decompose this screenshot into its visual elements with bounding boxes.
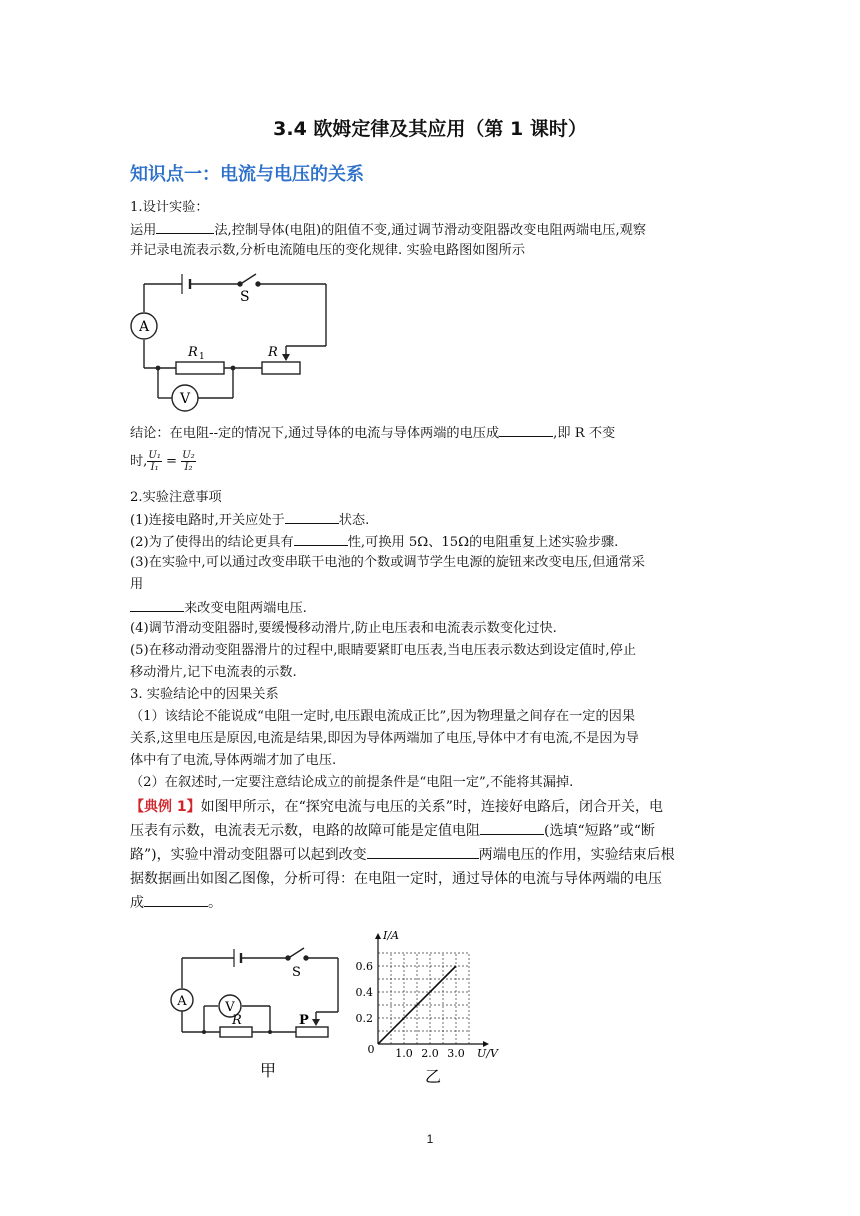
blank-relation <box>144 892 208 907</box>
circuit-diagram-1 <box>130 270 340 415</box>
example-line-2: 压表有示数，电流表无示数，电路的故障可能是定值电阻 (选填“短路”或“断 <box>130 820 740 842</box>
blank-voltage-target <box>367 844 479 859</box>
series-line <box>378 966 456 1044</box>
design-heading: 1.设计实验： <box>130 200 209 215</box>
blank-rheostat <box>130 597 184 612</box>
blank-universal <box>294 531 348 546</box>
x-tick-label: 3.0 <box>447 1047 465 1060</box>
voltmeter-label: V <box>179 391 191 407</box>
chart-series <box>378 966 456 1044</box>
y-tick-label: 0.2 <box>355 1012 373 1025</box>
x-tick-label: 1.0 <box>395 1047 413 1060</box>
design-line-2: 并记录电流表示数,分析电流随电压的变化规律. 实验电路图如图所示 <box>130 243 526 258</box>
x-axis-label: U/V <box>477 1047 498 1060</box>
causality-p1a: （1）该结论不能说成“电阻一定时,电压跟电流成正比”,因为物理量之间存在一定的因果 <box>130 709 636 724</box>
switch-label: S <box>240 289 250 305</box>
circuit-diagram-jia <box>160 944 346 1092</box>
example-line-3: 路”)，实验中滑动变阻器可以起到改变 两端电压的作用，实验结束后根 <box>130 844 740 866</box>
rheostat-label: R <box>268 345 278 360</box>
ammeter-label: A <box>138 319 150 335</box>
resistor-label: R <box>232 1013 242 1028</box>
note-5a: (5)在移动滑动变阻器滑片的过程中,眼睛要紧盯电压表,当电压表示数达到设定值时,停止 <box>130 643 637 658</box>
chart-figure-yi <box>350 930 510 1090</box>
y-tick-label: 0.6 <box>355 960 373 973</box>
example-tag: 【典例 1】 <box>130 799 201 815</box>
switch-label: S <box>292 965 301 980</box>
conclusion-formula: 时, $\frac{\text{U₁}}{\text{I₁}}$ = $\frac{\text{U₂}}{\text{I₂}}$ <box>130 450 195 473</box>
slider-p-label: P <box>299 1013 309 1028</box>
y-axis-label: I/A <box>383 930 399 942</box>
example-line-5: 成 。 <box>130 892 740 914</box>
y-axis-arrow-icon <box>375 933 381 939</box>
voltmeter-label: V <box>225 1000 235 1015</box>
causality-heading: 3. 实验结论中的因果关系 <box>130 687 279 702</box>
conclusion-line-1: 结论：在电阻--定的情况下,通过导体的电流与导体两端的电压成 ,即 R 不变 <box>130 422 740 444</box>
blank-conclusion <box>499 422 553 437</box>
note-1: (1)连接电路时,开关应处于 状态. <box>130 509 740 531</box>
figure-yi-caption: 乙 <box>424 1067 442 1086</box>
x-tick-label: 2.0 <box>421 1047 439 1060</box>
notes-heading: 2.实验注意事项 <box>130 490 222 505</box>
causality-p1b: 关系,这里电压是原因,电流是结果,即因为导体两端加了电压,导体中才有电流,不是因为导 <box>130 731 639 746</box>
origin-label: 0 <box>367 1043 375 1056</box>
section-heading: 知识点一：电流与电压的关系 <box>130 164 364 185</box>
causality-p2: （2）在叙述时,一定要注意结论成立的前提条件是“电阻一定”,不能将其漏掉. <box>130 775 574 790</box>
note-3b: 用 <box>130 577 144 592</box>
example-line-4: 据数据画出如图乙图像，分析可得：在电阻一定时，通过导体的电流与导体两端的电压 <box>130 871 662 887</box>
slider-arrow-icon <box>312 1019 320 1026</box>
blank-fault <box>480 820 544 835</box>
slider-arrow-icon <box>282 354 290 361</box>
note-5b: 移动滑片,记下电流表的示数. <box>130 665 297 680</box>
figure-jia-caption: 甲 <box>259 1061 277 1080</box>
page-number: 1 <box>426 1132 434 1146</box>
note-4: (4)调节滑动变阻器时,要缓慢移动滑片,防止电压表和电流表示数变化过快. <box>130 621 557 636</box>
fraction-u2-i2: $\frac{\text{U₂}}{\text{I₂}}$ <box>182 450 195 473</box>
example-line-1: 【典例 1】如图甲所示，在“探究电流与电压的关系”时，连接好电路后，闭合开关，电 <box>130 799 663 815</box>
note-2: (2)为了使得出的结论更具有 性,可换用 5Ω、15Ω的电阻重复上述实验步骤. <box>130 531 740 553</box>
page-title: 3.4 欧姆定律及其应用（第 1 课时） <box>273 118 587 140</box>
note-3c: 来改变电阻两端电压. <box>130 597 740 619</box>
blank-switch-state <box>285 509 339 524</box>
resistor-r1-subscript: 1 <box>199 352 205 362</box>
y-tick-label: 0.4 <box>355 986 373 999</box>
note-3a: (3)在实验中,可以通过改变串联干电池的个数或调节学生电源的旋钮来改变电压,但通常采 <box>130 555 645 570</box>
blank-method <box>156 219 214 234</box>
resistor-r1-label: R <box>188 345 198 360</box>
ammeter-label: A <box>177 994 187 1009</box>
fraction-u1-i1: $\frac{\text{U₁}}{\text{I₁}}$ <box>148 450 161 473</box>
causality-p1c: 体中有了电流,导体两端才加了电压. <box>130 753 337 768</box>
design-line-1: 运用 法,控制导体(电阻)的阻值不变,通过调节滑动变阻器改变电阻两端电压,观察 <box>130 219 740 241</box>
